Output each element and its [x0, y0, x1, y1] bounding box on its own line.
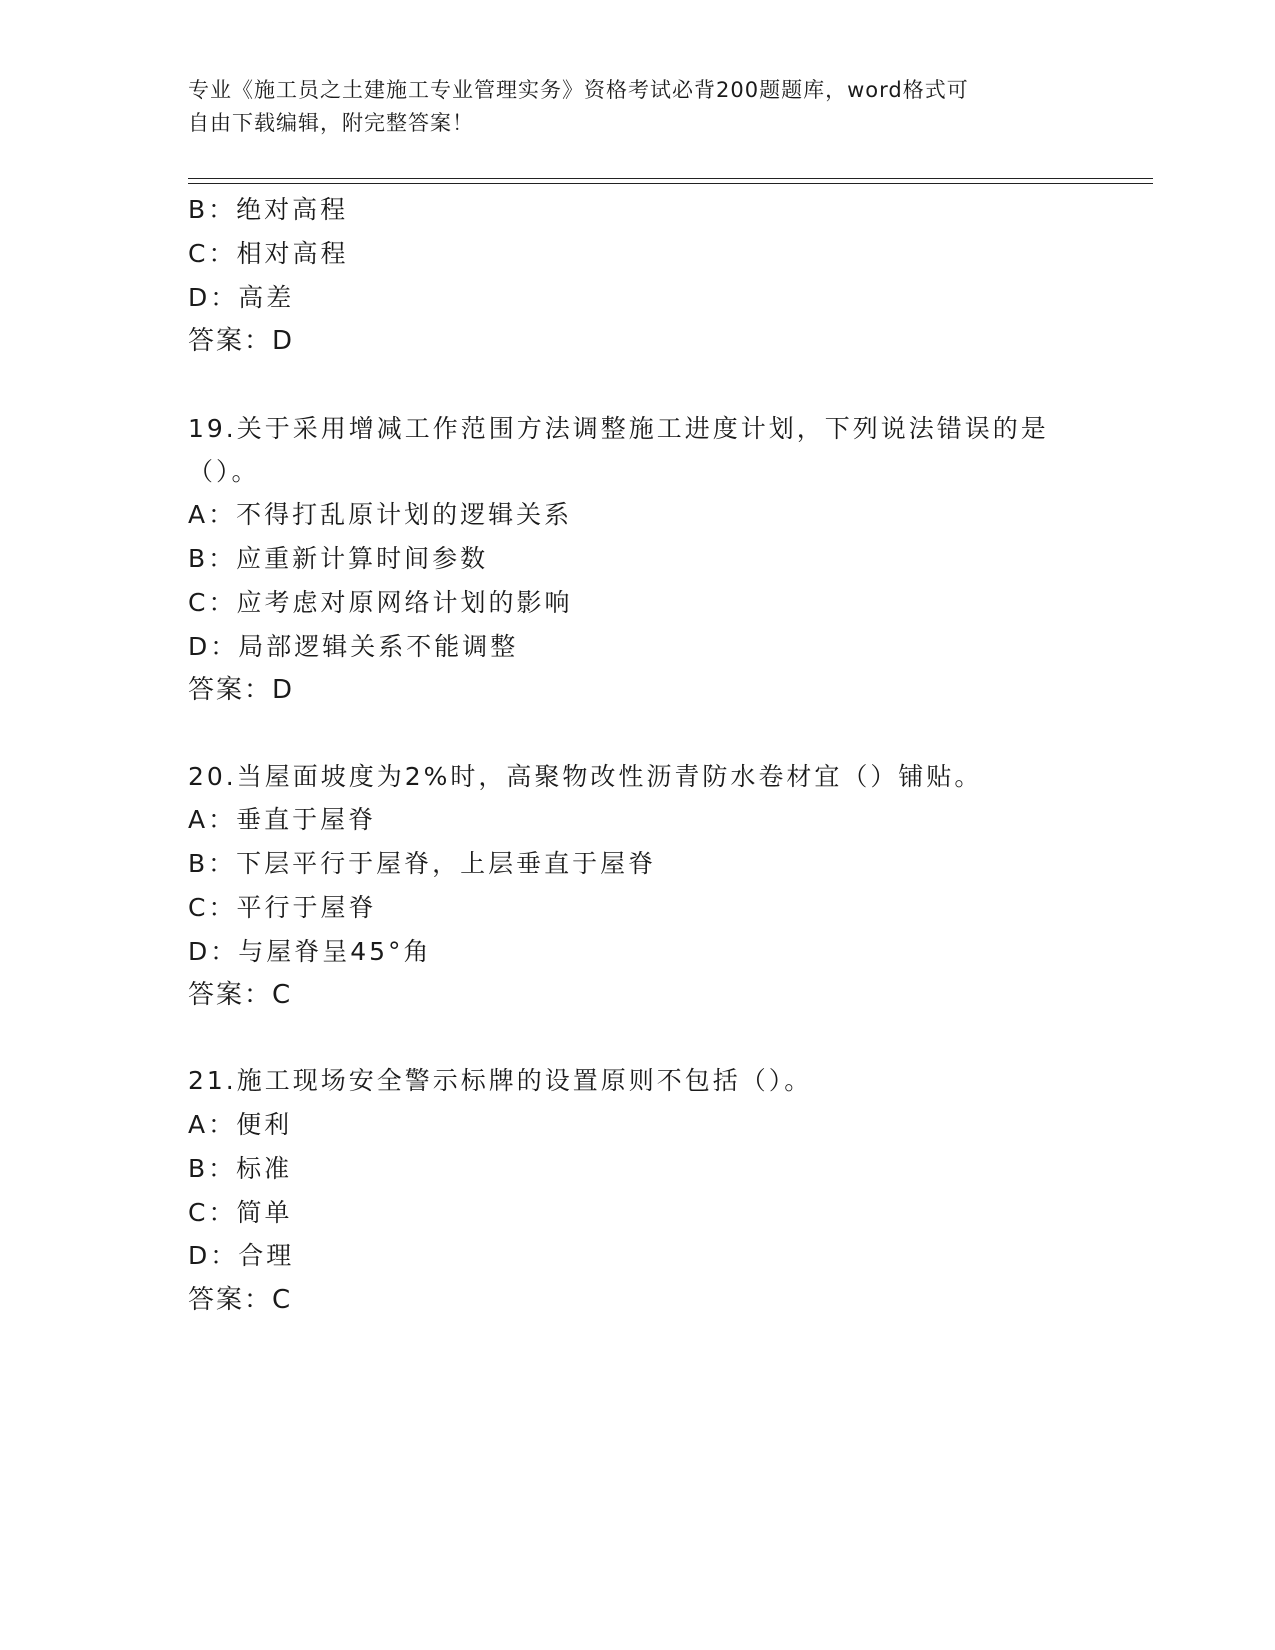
q21-answer: 答案：C: [188, 1285, 293, 1315]
q19-option-b: B：应重新计算时间参数: [188, 544, 489, 573]
header-divider-bottom: [188, 183, 1153, 184]
q21-stem: 21.施工现场安全警示标牌的设置原则不包括（）。: [188, 1066, 813, 1095]
q19-stem-line-1: 19.关于采用增减工作范围方法调整施工进度计划，下列说法错误的是: [188, 414, 1049, 443]
q20-stem: 20.当屋面坡度为2%时，高聚物改性沥青防水卷材宜（）铺贴。: [188, 762, 983, 791]
q19-option-a: A：不得打乱原计划的逻辑关系: [188, 500, 573, 529]
q19-option-d: D：局部逻辑关系不能调整: [188, 632, 519, 661]
q20-answer: 答案：C: [188, 980, 293, 1010]
q20-option-c: C：平行于屋脊: [188, 893, 377, 922]
q19-option-c: C：应考虑对原网络计划的影响: [188, 588, 573, 617]
q18-answer: 答案：D: [188, 326, 295, 356]
q21-option-c: C：简单: [188, 1198, 293, 1227]
q21-option-b: B：标准: [188, 1154, 293, 1183]
q19-stem-line-2: （）。: [188, 457, 260, 486]
header-line-1: 专业《施工员之土建施工专业管理实务》资格考试必背200题题库，word格式可: [188, 78, 969, 102]
q21-option-a: A：便利: [188, 1110, 293, 1139]
q18-option-c: C：相对高程: [188, 239, 349, 268]
q21-option-d: D：合理: [188, 1241, 295, 1270]
header-divider-top: [188, 178, 1153, 179]
q20-option-b: B：下层平行于屋脊，上层垂直于屋脊: [188, 849, 657, 878]
q18-option-b: B：绝对高程: [188, 195, 349, 224]
q20-option-d: D：与屋脊呈45°角: [188, 937, 432, 966]
q20-option-a: A：垂直于屋脊: [188, 805, 377, 834]
q18-option-d: D：高差: [188, 283, 295, 312]
header-line-2: 自由下载编辑，附完整答案！: [188, 111, 474, 135]
q19-answer: 答案：D: [188, 675, 295, 705]
document-header: [188, 74, 1068, 140]
